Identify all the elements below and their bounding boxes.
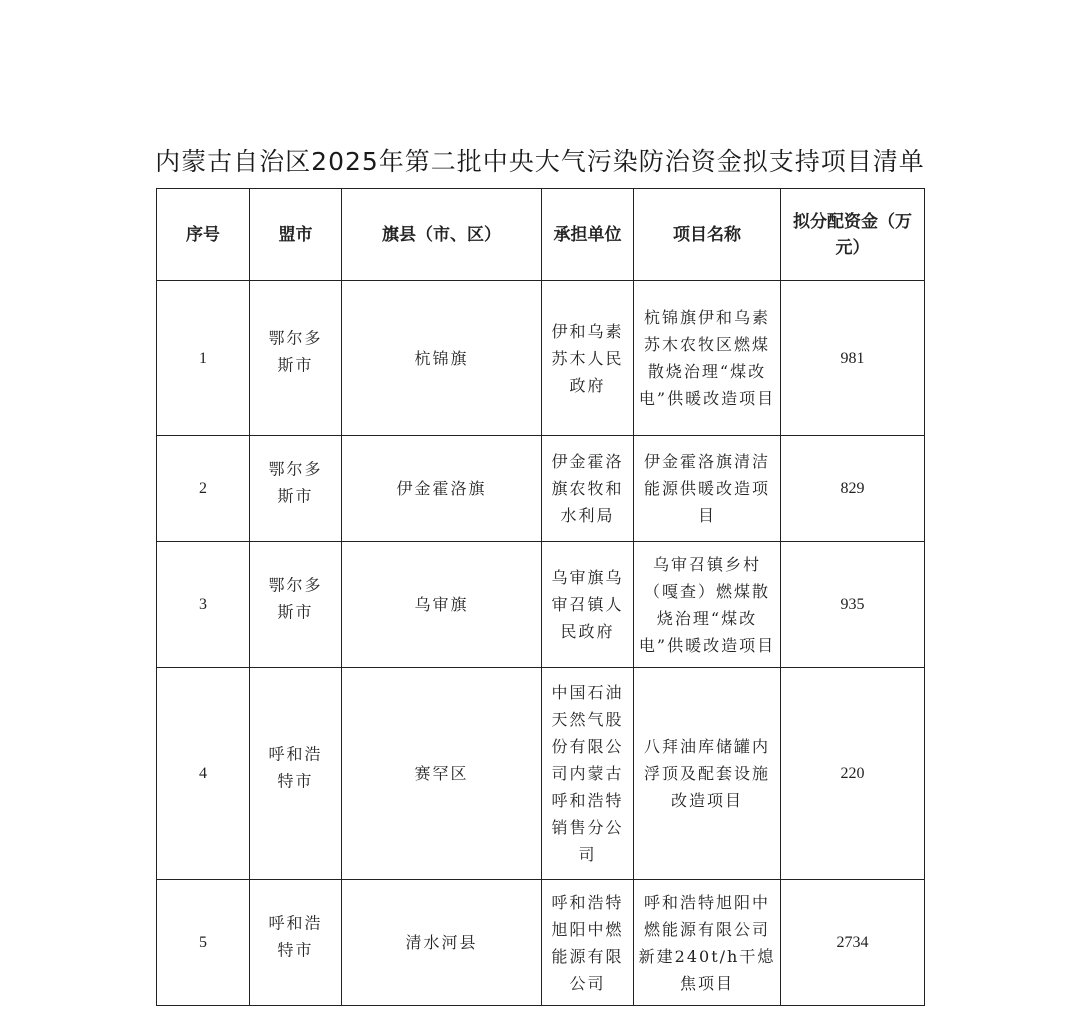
- cell-project: 伊金霍洛旗清洁能源供暖改造项目: [634, 436, 781, 542]
- header-fund: 拟分配资金（万元）: [781, 189, 925, 281]
- cell-fund: 935: [781, 542, 925, 668]
- cell-index: 1: [157, 281, 250, 436]
- cell-city: 鄂尔多斯市: [250, 436, 342, 542]
- cell-project: 八拜油库储罐内浮顶及配套设施改造项目: [634, 668, 781, 880]
- cell-fund: 2734: [781, 880, 925, 1006]
- cell-city: 呼和浩特市: [250, 668, 342, 880]
- cell-index: 4: [157, 668, 250, 880]
- table-row: [157, 668, 925, 880]
- cell-fund: 981: [781, 281, 925, 436]
- cell-fund: 220: [781, 668, 925, 880]
- cell-unit: 中国石油天然气股份有限公司内蒙古呼和浩特销售分公司: [542, 668, 634, 880]
- document-title: 内蒙古自治区2025年第二批中央大气污染防治资金拟支持项目清单: [155, 147, 925, 176]
- cell-county: 清水河县: [342, 880, 542, 1006]
- cell-index: 2: [157, 436, 250, 542]
- project-table: [156, 188, 925, 1006]
- cell-city: 呼和浩特市: [250, 880, 342, 1006]
- cell-project: 呼和浩特旭阳中燃能源有限公司新建240t/h干熄焦项目: [634, 880, 781, 1006]
- cell-county: 伊金霍洛旗: [342, 436, 542, 542]
- cell-unit: 伊和乌素苏木人民政府: [542, 281, 634, 436]
- table-row: [157, 542, 925, 668]
- table-row: [157, 880, 925, 1006]
- cell-project: 杭锦旗伊和乌素苏木农牧区燃煤散烧治理“煤改电”供暖改造项目: [634, 281, 781, 436]
- table-row: [157, 436, 925, 542]
- cell-unit: 乌审旗乌审召镇人民政府: [542, 542, 634, 668]
- cell-city: 鄂尔多斯市: [250, 542, 342, 668]
- cell-unit: 呼和浩特旭阳中燃能源有限公司: [542, 880, 634, 1006]
- cell-index: 3: [157, 542, 250, 668]
- header-unit: 承担单位: [542, 189, 634, 281]
- cell-fund: 829: [781, 436, 925, 542]
- table-header-row: [157, 189, 925, 281]
- cell-index: 5: [157, 880, 250, 1006]
- cell-city: 鄂尔多斯市: [250, 281, 342, 436]
- header-index: 序号: [157, 189, 250, 281]
- cell-unit: 伊金霍洛旗农牧和水利局: [542, 436, 634, 542]
- header-project: 项目名称: [634, 189, 781, 281]
- cell-project: 乌审召镇乡村（嘎查）燃煤散烧治理“煤改电”供暖改造项目: [634, 542, 781, 668]
- cell-county: 赛罕区: [342, 668, 542, 880]
- cell-county: 杭锦旗: [342, 281, 542, 436]
- table-row: [157, 281, 925, 436]
- header-county: 旗县（市、区）: [342, 189, 542, 281]
- cell-county: 乌审旗: [342, 542, 542, 668]
- header-city: 盟市: [250, 189, 342, 281]
